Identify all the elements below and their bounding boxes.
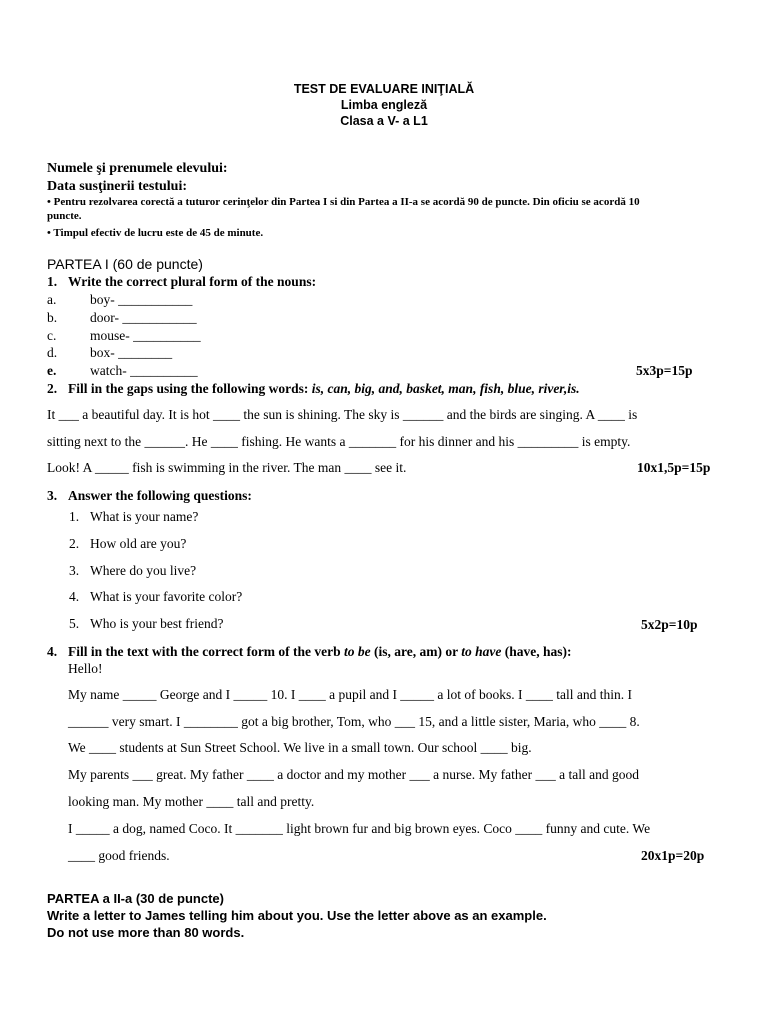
q2-instruction-text: Fill in the gaps using the following words: bbox=[68, 381, 309, 396]
q1-item-letter: d. bbox=[47, 345, 58, 360]
score-note-cont: puncte. bbox=[47, 210, 82, 222]
q3-points: 5x2p=10p bbox=[641, 617, 698, 632]
q4-points: 20x1p=20p bbox=[641, 848, 705, 863]
q2-text-line: sitting next to the ______. He ____ fishing. He wants a _______ for his dinner and his _________ is empty. bbox=[47, 434, 631, 449]
q4-verb-to-have: to have bbox=[461, 644, 502, 659]
student-name-label: Numele şi prenumele elevului: bbox=[47, 161, 228, 176]
q1-item-text: mouse- __________ bbox=[90, 328, 201, 343]
q4-instruction-c: (have, has): bbox=[504, 644, 572, 659]
q4-instruction-b: (is, are, am) or bbox=[374, 644, 458, 659]
title-line-1: TEST DE EVALUARE INIŢIALĂ bbox=[293, 82, 475, 96]
q2-number: 2. bbox=[47, 381, 58, 396]
q4-text-line: ______ very smart. I ________ got a big brother, Tom, who ___ 15, and a little sister, Maria, who ____ 8. bbox=[68, 714, 640, 729]
q4-text-line: ____ good friends. bbox=[68, 848, 170, 863]
q3-item-text: What is your name? bbox=[90, 509, 199, 524]
test-date-label: Data susţinerii testului: bbox=[47, 179, 187, 194]
q1-item-letter: b. bbox=[47, 310, 58, 325]
q3-item-number: 2. bbox=[69, 536, 80, 551]
q1-item-text: boy- ___________ bbox=[90, 292, 193, 307]
q3-item-text: How old are you? bbox=[90, 536, 187, 551]
q4-number: 4. bbox=[47, 644, 58, 659]
q1-item-text: box- ________ bbox=[90, 345, 173, 360]
q4-text-line: My parents ___ great. My father ____ a doctor and my mother ___ a nurse. My father ___ a tall and good bbox=[68, 767, 639, 782]
q3-item-text: Where do you live? bbox=[90, 563, 197, 578]
q2-word-bank: is, can, big, and, basket, man, fish, blue, river,is. bbox=[311, 381, 580, 396]
q4-instruction-a: Fill in the text with the correct form of the verb bbox=[68, 644, 341, 659]
q4-text-line: looking man. My mother ____ tall and pretty. bbox=[68, 794, 315, 809]
q3-number: 3. bbox=[47, 488, 58, 503]
q2-text-line: It ___ a beautiful day. It is hot ____ the sun is shining. The sky is ______ and the birds are singing. A ____ is bbox=[47, 407, 638, 422]
q3-instruction: Answer the following questions: bbox=[68, 488, 252, 503]
part2-instruction-line-2: Do not use more than 80 words. bbox=[47, 925, 245, 940]
part2-instruction-line-1: Write a letter to James telling him about you. Use the letter above as an example. bbox=[47, 908, 547, 923]
part1-title: PARTEA I (60 de puncte) bbox=[47, 256, 203, 272]
q3-item-number: 3. bbox=[69, 563, 80, 578]
q3-item-text: What is your favorite color? bbox=[90, 589, 243, 604]
q1-item-text: watch- __________ bbox=[90, 363, 198, 378]
q4-text-line: We ____ students at Sun Street School. We live in a small town. Our school ____ big. bbox=[68, 740, 532, 755]
q4-instruction bbox=[68, 644, 572, 660]
q1-number: 1. bbox=[47, 274, 58, 289]
title-line-2: Limba engleză bbox=[340, 98, 428, 112]
time-note: • Timpul efectiv de lucru este de 45 de minute. bbox=[47, 227, 264, 239]
part2-title: PARTEA a II-a (30 de puncte) bbox=[47, 891, 224, 906]
q4-text-line: My name _____ George and I _____ 10. I ____ a pupil and I _____ a lot of books. I ____ tall and thin. I bbox=[68, 687, 633, 702]
q3-item-number: 1. bbox=[69, 509, 80, 524]
q4-text-line: I _____ a dog, named Coco. It _______ light brown fur and big brown eyes. Coco ____ funny and cute. We bbox=[68, 821, 651, 836]
q2-points: 10x1,5p=15p bbox=[637, 460, 711, 475]
q1-item-letter: a. bbox=[47, 292, 57, 307]
q1-instruction: Write the correct plural form of the nouns: bbox=[68, 274, 317, 289]
q3-item-number: 4. bbox=[69, 589, 80, 604]
q1-item-letter: c. bbox=[47, 328, 57, 343]
q3-item-text: Who is your best friend? bbox=[90, 616, 224, 631]
q1-points: 5x3p=15p bbox=[636, 363, 693, 378]
q4-greeting: Hello! bbox=[68, 661, 103, 676]
q2-instruction bbox=[68, 381, 580, 397]
score-note: • Pentru rezolvarea corectă a tuturor cerinţelor din Partea I si din Partea a II-a se acordă 90 de puncte. Din oficiu se acordă 10 bbox=[47, 196, 640, 208]
q1-item-letter: e. bbox=[47, 363, 57, 378]
title-line-3: Clasa a V- a L1 bbox=[340, 114, 428, 128]
q1-item-text: door- ___________ bbox=[90, 310, 197, 325]
q2-text-line: Look! A _____ fish is swimming in the river. The man ____ see it. bbox=[47, 460, 407, 475]
q4-verb-to-be: to be bbox=[344, 644, 371, 659]
q3-item-number: 5. bbox=[69, 616, 80, 631]
